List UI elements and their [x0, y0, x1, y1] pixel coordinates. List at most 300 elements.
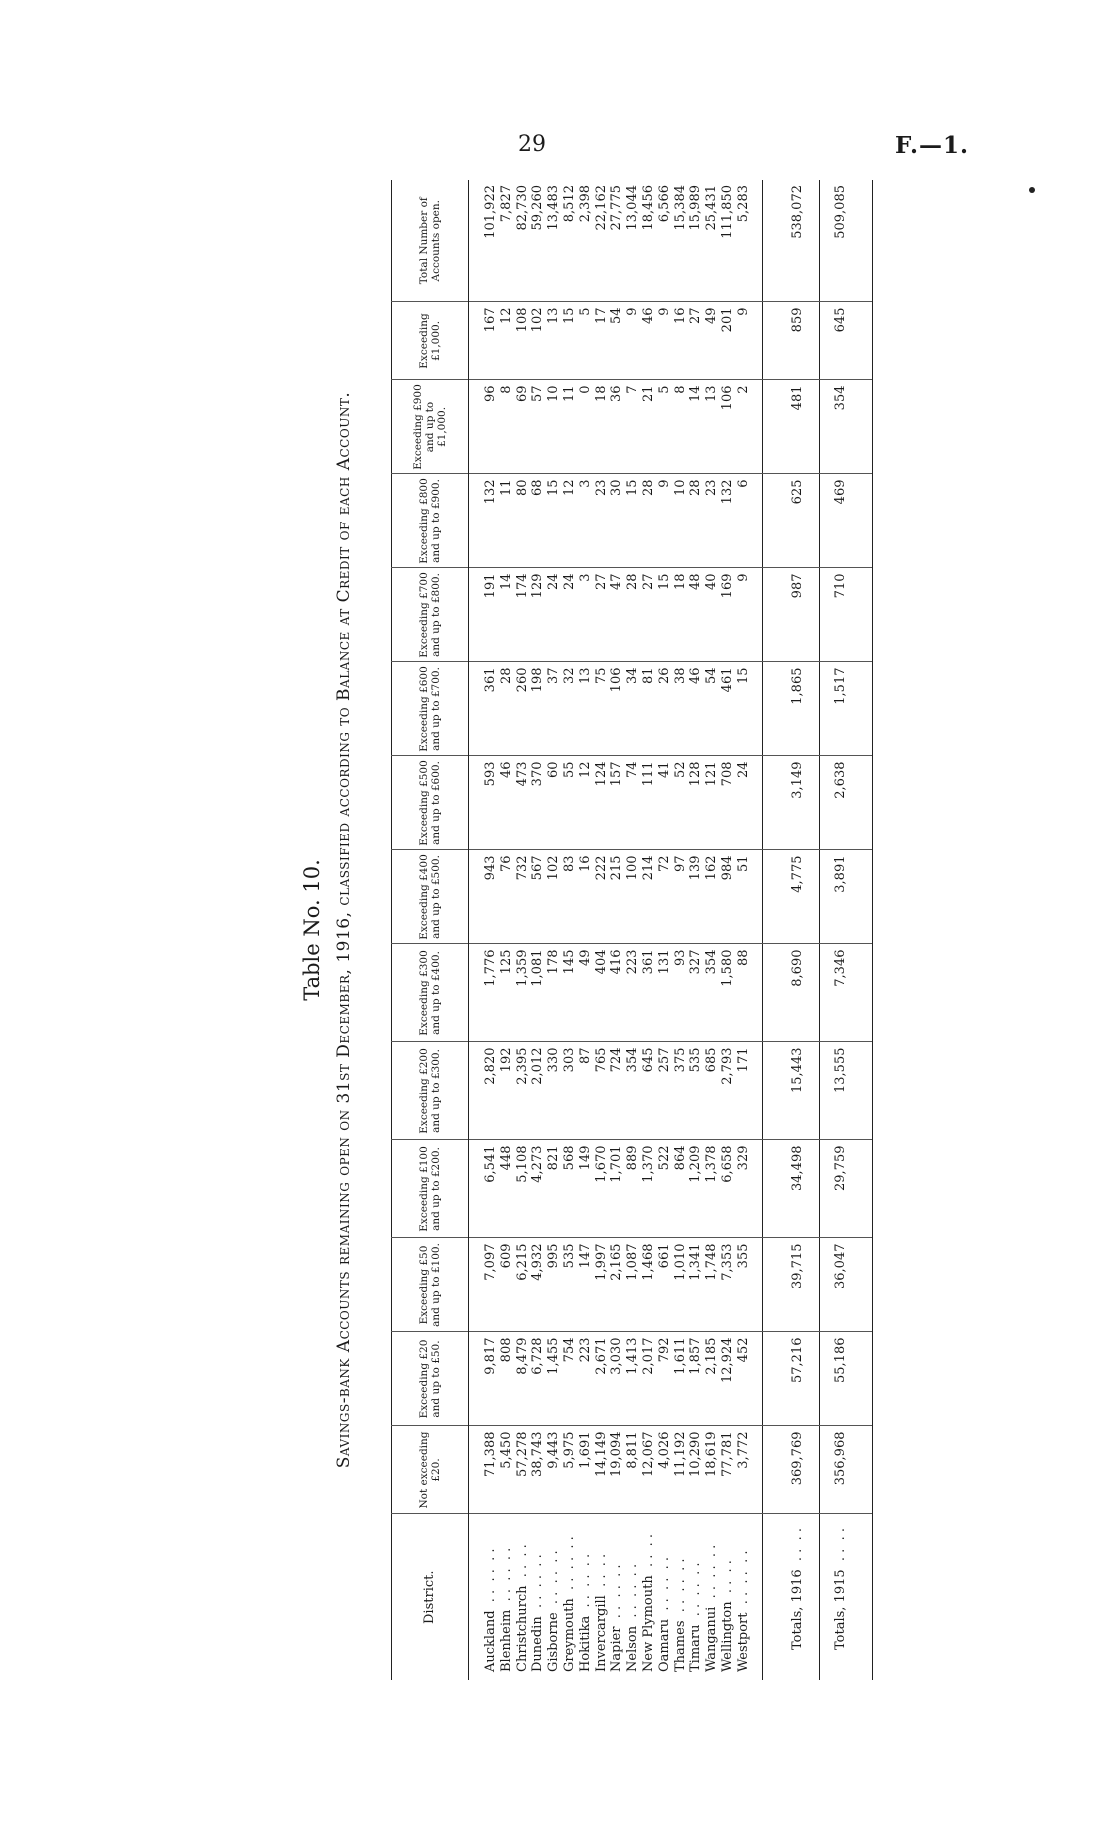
table-cell: 18,456 [640, 185, 656, 231]
column-header: Exceeding £200 and up to £300. [392, 1042, 469, 1140]
table-cell: 1,857 [688, 1332, 704, 1426]
table-cell: 5,108 [515, 1140, 531, 1238]
table-cell: 8,811 [625, 1426, 641, 1514]
table-cell: 38,743 [530, 1426, 546, 1514]
column-header: Not exceeding £20. [392, 1426, 469, 1514]
table-cell: 361 [469, 662, 499, 756]
table-cell: 9 [736, 568, 762, 662]
table-row [641, 180, 657, 1680]
table-cell: 8,690 [762, 944, 819, 1042]
table-cell: 69 [515, 380, 531, 474]
table-cell: 55 [562, 756, 578, 850]
table-cell: 452 [736, 1332, 762, 1426]
table-cell: 355 [736, 1238, 762, 1332]
district-name: Hokitika . . . . . . [578, 1514, 594, 1680]
table-cell: 68 [530, 474, 546, 568]
table-cell: 128 [688, 756, 704, 850]
table-totals [762, 180, 872, 1680]
table-cell: 5,975 [562, 1426, 578, 1514]
table-cell: 48 [688, 568, 704, 662]
table-cell: 987 [762, 568, 819, 662]
table-cell: 125 [499, 944, 515, 1042]
table-cell: 327 [688, 944, 704, 1042]
table-cell: 4,932 [530, 1238, 546, 1332]
table-cell: 17 [594, 302, 610, 380]
table-cell: 15,989 [688, 185, 704, 231]
table-cell: 593 [469, 756, 499, 850]
table-cell: 97 [673, 850, 689, 944]
table-cell: 984 [720, 850, 736, 944]
table-cell: 568 [562, 1140, 578, 1238]
table-cell: 12,067 [641, 1426, 657, 1514]
table-cell: 7,346 [819, 944, 872, 1042]
table-cell: 864 [673, 1140, 689, 1238]
table-cell: 3,891 [819, 850, 872, 944]
table-cell: 2,638 [819, 756, 872, 850]
table-cell: 129 [530, 568, 546, 662]
totals-row [819, 180, 872, 1680]
table-cell: 2,017 [641, 1332, 657, 1426]
table-row [736, 180, 762, 1680]
table-cell: 88 [736, 944, 762, 1042]
table-cell: 178 [546, 944, 562, 1042]
table-cell: 1,748 [704, 1238, 720, 1332]
column-header: Exceeding £900 and up to £1,000. [392, 380, 469, 474]
table-cell: 100 [625, 850, 641, 944]
table-cell: 7,353 [720, 1238, 736, 1332]
table-cell: 34 [625, 662, 641, 756]
table-cell: 356,968 [819, 1426, 872, 1514]
table-cell: 685 [704, 1042, 720, 1140]
table-cell: 13 [578, 662, 594, 756]
table-cell: 3,772 [736, 1426, 762, 1514]
table-cell: 29,759 [819, 1140, 872, 1238]
table-cell: 191 [469, 568, 499, 662]
column-header: Exceeding £50 and up to £100. [392, 1238, 469, 1332]
table-row [720, 180, 736, 1680]
table-cell: 106 [609, 662, 625, 756]
table-cell: 12,924 [720, 1332, 736, 1426]
totals-label: Totals, 1916 . . . . [762, 1514, 819, 1680]
table-cell: 82,730 [514, 185, 530, 231]
table-cell: 370 [530, 756, 546, 850]
table-cell: 7,097 [469, 1238, 499, 1332]
table-row [546, 180, 562, 1680]
table-cell: 7,827 [498, 185, 514, 223]
table-cell: 121 [704, 756, 720, 850]
district-name: Christchurch . . . . [515, 1514, 531, 1680]
table-cell: 25,431 [704, 185, 720, 231]
table-cell: 167 [469, 302, 499, 380]
table-cell: 625 [762, 474, 819, 568]
printing-speck [1029, 187, 1035, 193]
table-cell: 10 [673, 474, 689, 568]
accounts-table [391, 180, 873, 1680]
district-name: Westport . . . . . . [736, 1514, 762, 1680]
table-cell: 0 [578, 380, 594, 474]
table-cell: 83 [562, 850, 578, 944]
table-cell: 6,728 [530, 1332, 546, 1426]
table-cell: 49 [578, 944, 594, 1042]
table-cell: 101,922 [483, 185, 498, 239]
table-cell: 1,087 [625, 1238, 641, 1332]
table-cell: 13,044 [625, 185, 641, 231]
column-header: Exceeding £600 and up to £700. [392, 662, 469, 756]
table-cell: 1,209 [688, 1140, 704, 1238]
table-cell: 1,670 [594, 1140, 610, 1238]
table-cell: 5,283 [735, 185, 751, 223]
table-cell: 2,395 [515, 1042, 531, 1140]
table-cell: 9 [625, 302, 641, 380]
table-cell: 46 [499, 756, 515, 850]
table-cell: 198 [530, 662, 546, 756]
table-cell: 24 [562, 568, 578, 662]
table-cell: 16 [673, 302, 689, 380]
table-cell: 2,185 [704, 1332, 720, 1426]
table-cell: 27 [688, 302, 704, 380]
table-row [499, 180, 515, 1680]
table-cell: 9 [657, 474, 673, 568]
table-cell: 174 [515, 568, 531, 662]
table-cell: 2,398 [577, 185, 593, 223]
table-cell: 18 [673, 568, 689, 662]
table-cell: 5 [578, 302, 594, 380]
table-cell: 8,512 [561, 185, 577, 223]
table-cell: 87 [578, 1042, 594, 1140]
table-cell: 157 [609, 756, 625, 850]
table-cell: 6,215 [515, 1238, 531, 1332]
table-cell: 4,775 [762, 850, 819, 944]
table-cell: 1,010 [673, 1238, 689, 1332]
district-name: Wanganui . . . . . . [704, 1514, 720, 1680]
table-row [530, 180, 546, 1680]
table-cell: 46 [641, 302, 657, 380]
table-cell: 416 [609, 944, 625, 1042]
table-cell: 8 [499, 380, 515, 474]
table-cell: 72 [657, 850, 673, 944]
table-cell: 147 [578, 1238, 594, 1332]
table-cell: 535 [562, 1238, 578, 1332]
table-cell: 5,450 [499, 1426, 515, 1514]
table-cell: 260 [515, 662, 531, 756]
table-cell: 9 [657, 302, 673, 380]
table-cell: 8 [673, 380, 689, 474]
table-cell: 15 [736, 662, 762, 756]
table-cell: 18 [594, 380, 610, 474]
table-cell: 1,413 [625, 1332, 641, 1426]
table-title: Table No. 10. [300, 859, 324, 1001]
table-cell: 71,388 [469, 1426, 499, 1514]
table-cell: 49 [704, 302, 720, 380]
table-cell: 1,776 [469, 944, 499, 1042]
table-cell: 93 [673, 944, 689, 1042]
district-name: Blenheim . . . . . . [499, 1514, 515, 1680]
table-cell: 15,384 [672, 185, 688, 231]
table-cell: 6,658 [720, 1140, 736, 1238]
table-cell: 26 [657, 662, 673, 756]
table-cell: 1,517 [819, 662, 872, 756]
table-cell: 14,149 [594, 1426, 610, 1514]
table-cell: 330 [546, 1042, 562, 1140]
table-row [673, 180, 689, 1680]
table-cell: 80 [515, 474, 531, 568]
column-header: Exceeding £300 and up to £400. [392, 944, 469, 1042]
table-cell: 102 [530, 302, 546, 380]
table-cell: 39,715 [762, 1238, 819, 1332]
table-cell: 28 [499, 662, 515, 756]
totals-row [762, 180, 819, 1680]
column-header: Exceeding £700 and up to £800. [392, 568, 469, 662]
table-cell: 7 [625, 380, 641, 474]
table-cell: 2 [736, 380, 762, 474]
table-cell: 1,359 [515, 944, 531, 1042]
table-cell: 354 [625, 1042, 641, 1140]
table-cell: 54 [704, 662, 720, 756]
table-cell: 754 [562, 1332, 578, 1426]
table-cell: 361 [641, 944, 657, 1042]
table-titles [295, 180, 391, 1680]
table-cell: 96 [469, 380, 499, 474]
table-cell: 808 [499, 1332, 515, 1426]
table-row [625, 180, 641, 1680]
table-row [657, 180, 673, 1680]
table-cell: 28 [625, 568, 641, 662]
table-cell: 1,865 [762, 662, 819, 756]
table-cell: 3 [578, 474, 594, 568]
table-cell: 47 [609, 568, 625, 662]
table-cell: 132 [469, 474, 499, 568]
table-cell: 16 [578, 850, 594, 944]
table-cell: 1,081 [530, 944, 546, 1042]
table-row [704, 180, 720, 1680]
table-cell: 111,850 [719, 185, 735, 239]
table-row [515, 180, 531, 1680]
table-cell: 57 [530, 380, 546, 474]
table-cell: 708 [720, 756, 736, 850]
table-cell: 1,997 [594, 1238, 610, 1332]
table-cell: 461 [720, 662, 736, 756]
table-cell: 23 [594, 474, 610, 568]
table-cell: 59,260 [530, 185, 546, 231]
district-name: New Plymouth . . . . [641, 1514, 657, 1680]
table-cell: 57,278 [515, 1426, 531, 1514]
document-code: F.—1. [895, 132, 970, 159]
table-cell: 21 [641, 380, 657, 474]
district-name: Dunedin . . . . . . [530, 1514, 546, 1680]
table-cell: 223 [578, 1332, 594, 1426]
table-cell: 54 [609, 302, 625, 380]
table-cell: 15 [657, 568, 673, 662]
table-cell: 149 [578, 1140, 594, 1238]
table-cell: 215 [609, 850, 625, 944]
district-name: Thames . . . . . . [673, 1514, 689, 1680]
table-cell: 81 [641, 662, 657, 756]
district-name: Invercargill . . . . [594, 1514, 610, 1680]
table-cell: 102 [546, 850, 562, 944]
table-cell: 9 [736, 302, 762, 380]
rotated-table-block [295, 180, 848, 1680]
table-cell: 12 [499, 302, 515, 380]
table-cell: 34,498 [762, 1140, 819, 1238]
table-cell: 404 [594, 944, 610, 1042]
table-cell: 132 [720, 474, 736, 568]
table-cell: 222 [594, 850, 610, 944]
table-cell: 139 [688, 850, 704, 944]
table-cell: 3,030 [609, 1332, 625, 1426]
table-cell: 10,290 [688, 1426, 704, 1514]
table-cell: 11,192 [673, 1426, 689, 1514]
table-cell: 169 [720, 568, 736, 662]
table-cell: 645 [641, 1042, 657, 1140]
table-cell: 40 [704, 568, 720, 662]
table-cell: 535 [688, 1042, 704, 1140]
table-cell: 995 [546, 1238, 562, 1332]
table-cell: 9,443 [546, 1426, 562, 1514]
district-name: Gisborne . . . . . . [546, 1514, 562, 1680]
table-cell: 889 [625, 1140, 641, 1238]
table-cell: 1,468 [641, 1238, 657, 1332]
page-number: 29 [518, 132, 546, 157]
table-cell: 3 [578, 568, 594, 662]
table-row [562, 180, 578, 1680]
table-cell: 1,691 [578, 1426, 594, 1514]
table-cell: 214 [641, 850, 657, 944]
table-cell: 75 [594, 662, 610, 756]
table-cell: 14 [499, 568, 515, 662]
table-cell: 473 [515, 756, 531, 850]
table-cell: 2,165 [609, 1238, 625, 1332]
table-cell: 11 [499, 474, 515, 568]
table-cell: 15 [562, 302, 578, 380]
table-cell: 1,455 [546, 1332, 562, 1426]
table-cell: 1,378 [704, 1140, 720, 1238]
table-row [594, 180, 610, 1680]
table-cell: 111 [641, 756, 657, 850]
column-header: Exceeding £500 and up to £600. [392, 756, 469, 850]
table-cell: 2,820 [469, 1042, 499, 1140]
table-cell: 15 [625, 474, 641, 568]
table-cell: 37 [546, 662, 562, 756]
table-cell: 943 [469, 850, 499, 944]
table-cell: 52 [673, 756, 689, 850]
district-name: Wellington . . . . [720, 1514, 736, 1680]
table-cell: 792 [657, 1332, 673, 1426]
table-cell: 732 [515, 850, 531, 944]
table-cell: 1,341 [688, 1238, 704, 1332]
table-cell: 51 [736, 850, 762, 944]
table-cell: 145 [562, 944, 578, 1042]
table-cell: 22,162 [593, 185, 609, 231]
table-cell: 30 [609, 474, 625, 568]
column-header: Exceeding £800 and up to £900. [392, 474, 469, 568]
table-cell: 1,701 [609, 1140, 625, 1238]
table-cell: 15,443 [762, 1042, 819, 1140]
table-cell: 710 [819, 568, 872, 662]
table-cell: 13,555 [819, 1042, 872, 1140]
table-cell: 24 [736, 756, 762, 850]
table-cell: 661 [657, 1238, 673, 1332]
table-cell: 57,216 [762, 1332, 819, 1426]
table-cell: 162 [704, 850, 720, 944]
table-cell: 4,273 [530, 1140, 546, 1238]
table-cell: 60 [546, 756, 562, 850]
table-cell: 3,149 [762, 756, 819, 850]
table-cell: 12 [562, 474, 578, 568]
table-cell: 1,611 [673, 1332, 689, 1426]
table-cell: 8,479 [515, 1332, 531, 1426]
totals-label: Totals, 1915 . . . . [819, 1514, 872, 1680]
table-cell: 369,769 [762, 1426, 819, 1514]
table-cell: 303 [562, 1042, 578, 1140]
table-cell: 354 [704, 944, 720, 1042]
table-cell: 201 [720, 302, 736, 380]
table-header-row [392, 180, 469, 1680]
table-cell: 329 [736, 1140, 762, 1238]
table-cell: 354 [819, 380, 872, 474]
district-name: Napier . . . . . . [609, 1514, 625, 1680]
table-cell: 55,186 [819, 1332, 872, 1426]
table-cell: 46 [688, 662, 704, 756]
column-header: Total Number of Accounts open. [392, 180, 469, 302]
table-cell: 538,072 [762, 180, 819, 302]
table-cell: 13,483 [546, 185, 562, 231]
table-row [469, 180, 499, 1680]
table-cell: 192 [499, 1042, 515, 1140]
table-cell: 28 [688, 474, 704, 568]
table-cell: 522 [657, 1140, 673, 1238]
table-cell: 765 [594, 1042, 610, 1140]
table-cell: 15 [546, 474, 562, 568]
column-header: Exceeding £1,000. [392, 302, 469, 380]
table-cell: 108 [515, 302, 531, 380]
table-cell: 74 [625, 756, 641, 850]
table-cell: 9,817 [469, 1332, 499, 1426]
table-cell: 6,541 [469, 1140, 499, 1238]
table-cell: 859 [762, 302, 819, 380]
table-cell: 11 [562, 380, 578, 474]
table-cell: 13 [704, 380, 720, 474]
table-cell: 257 [657, 1042, 673, 1140]
column-header-district: District. [392, 1514, 469, 1680]
table-cell: 223 [625, 944, 641, 1042]
table-cell: 12 [578, 756, 594, 850]
table-cell: 131 [657, 944, 673, 1042]
table-row [609, 180, 625, 1680]
column-header: Exceeding £20 and up to £50. [392, 1332, 469, 1426]
table-cell: 41 [657, 756, 673, 850]
table-cell: 609 [499, 1238, 515, 1332]
table-cell: 469 [819, 474, 872, 568]
column-header: Exceeding £400 and up to £500. [392, 850, 469, 944]
table-cell: 567 [530, 850, 546, 944]
table-cell: 645 [819, 302, 872, 380]
table-cell: 171 [736, 1042, 762, 1140]
table-cell: 821 [546, 1140, 562, 1238]
table-cell: 36 [609, 380, 625, 474]
table-cell: 76 [499, 850, 515, 944]
table-cell: 28 [641, 474, 657, 568]
table-cell: 38 [673, 662, 689, 756]
table-cell: 6,566 [656, 185, 672, 223]
table-subtitle: Savings-bank Accounts remaining open on 31st December, 1916, classified according to Balance at Credit of each Account. [334, 391, 354, 1469]
table-body [469, 180, 763, 1680]
table-cell: 2,671 [594, 1332, 610, 1426]
table-cell: 27,775 [609, 185, 625, 231]
table-cell: 23 [704, 474, 720, 568]
table-cell: 32 [562, 662, 578, 756]
district-name: Oamaru . . . . . . [657, 1514, 673, 1680]
district-name: Timaru . . . . . . [688, 1514, 704, 1680]
